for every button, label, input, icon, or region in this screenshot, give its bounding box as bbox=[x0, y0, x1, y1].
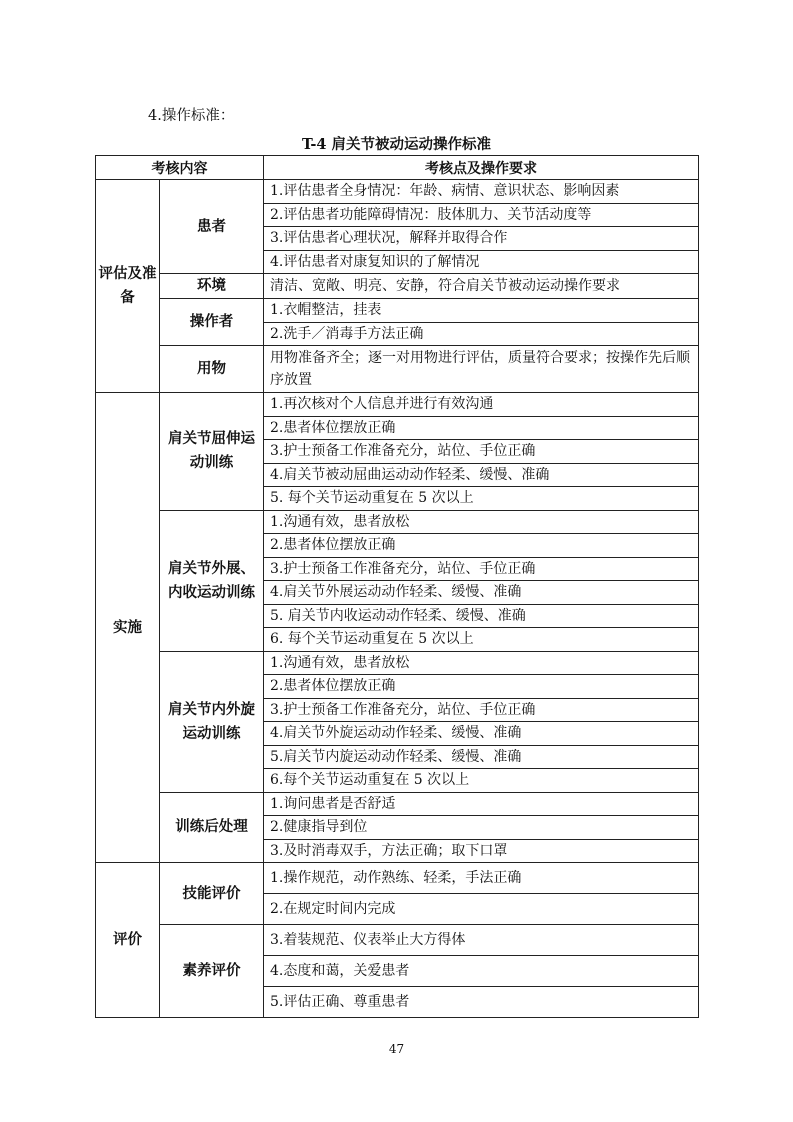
requirement-cell: 2.患者体位摆放正确 bbox=[264, 534, 699, 558]
table-header-row bbox=[96, 156, 699, 180]
header-points: 考核点及操作要求 bbox=[264, 156, 699, 180]
requirement-cell: 1.评估患者全身情况：年龄、病情、意识状态、影响因素 bbox=[264, 180, 699, 204]
table-title: T-4 肩关节被动运动操作标准 bbox=[301, 136, 492, 153]
table-row bbox=[96, 393, 699, 417]
requirement-cell: 3.着装规范、仪表举止大方得体 bbox=[264, 925, 699, 956]
sub-materials: 用物 bbox=[160, 346, 264, 393]
sub-post: 训练后处理 bbox=[160, 792, 264, 863]
header-content: 考核内容 bbox=[96, 156, 264, 180]
requirement-cell: 用物准备齐全；逐一对用物进行评估，质量符合要求；按操作先后顺序放置 bbox=[264, 346, 699, 393]
table-row bbox=[96, 651, 699, 675]
table-row bbox=[96, 792, 699, 816]
requirement-cell: 6. 每个关节运动重复在 5 次以上 bbox=[264, 628, 699, 652]
requirement-cell: 5.评估正确、尊重患者 bbox=[264, 987, 699, 1018]
requirement-cell: 1.沟通有效，患者放松 bbox=[264, 651, 699, 675]
sub-operator: 操作者 bbox=[160, 299, 264, 346]
sub-abduction: 肩关节外展、内收运动训练 bbox=[160, 510, 264, 651]
requirement-cell: 4.肩关节被动屈曲运动动作轻柔、缓慢、准确 bbox=[264, 463, 699, 487]
requirement-cell: 清洁、宽敞、明亮、安静，符合肩关节被动运动操作要求 bbox=[264, 274, 699, 299]
category-prep: 评估及准备 bbox=[96, 180, 160, 393]
category-eval: 评价 bbox=[96, 863, 160, 1018]
section-heading: 4.操作标准： bbox=[148, 108, 235, 124]
requirement-cell: 1.再次核对个人信息并进行有效沟通 bbox=[264, 393, 699, 417]
operation-standard-table bbox=[95, 155, 699, 1018]
table-row bbox=[96, 180, 699, 204]
page-number: 47 bbox=[388, 1042, 405, 1056]
sub-flexion: 肩关节屈伸运动训练 bbox=[160, 393, 264, 511]
table-row bbox=[96, 925, 699, 956]
requirement-cell: 3.及时消毒双手，方法正确；取下口罩 bbox=[264, 839, 699, 863]
requirement-cell: 3.护士预备工作准备充分，站位、手位正确 bbox=[264, 698, 699, 722]
requirement-cell: 1.衣帽整洁，挂表 bbox=[264, 299, 699, 323]
requirement-cell: 1.操作规范，动作熟练、轻柔，手法正确 bbox=[264, 863, 699, 894]
requirement-cell: 4.评估患者对康复知识的了解情况 bbox=[264, 250, 699, 274]
requirement-cell: 4.态度和蔼，关爱患者 bbox=[264, 956, 699, 987]
requirement-cell: 3.护士预备工作准备充分，站位、手位正确 bbox=[264, 557, 699, 581]
requirement-cell: 1.询问患者是否舒适 bbox=[264, 792, 699, 816]
requirement-cell: 5. 肩关节内收运动动作轻柔、缓慢、准确 bbox=[264, 604, 699, 628]
requirement-cell: 3.护士预备工作准备充分，站位、手位正确 bbox=[264, 440, 699, 464]
table-row bbox=[96, 274, 699, 299]
requirement-cell: 6.每个关节运动重复在 5 次以上 bbox=[264, 769, 699, 793]
requirement-cell: 2.洗手／消毒手方法正确 bbox=[264, 322, 699, 346]
sub-rotation: 肩关节内外旋运动训练 bbox=[160, 651, 264, 792]
table-row bbox=[96, 299, 699, 323]
requirement-cell: 4.肩关节外旋运动动作轻柔、缓慢、准确 bbox=[264, 722, 699, 746]
requirement-cell: 5. 每个关节运动重复在 5 次以上 bbox=[264, 487, 699, 511]
requirement-cell: 2.在规定时间内完成 bbox=[264, 894, 699, 925]
table-row bbox=[96, 510, 699, 534]
sub-quality: 素养评价 bbox=[160, 925, 264, 1018]
table-row bbox=[96, 863, 699, 894]
requirement-cell: 2.患者体位摆放正确 bbox=[264, 416, 699, 440]
category-impl: 实施 bbox=[96, 393, 160, 863]
requirement-cell: 5.肩关节内旋运动动作轻柔、缓慢、准确 bbox=[264, 745, 699, 769]
sub-environment: 环境 bbox=[160, 274, 264, 299]
sub-skill: 技能评价 bbox=[160, 863, 264, 925]
sub-patient: 患者 bbox=[160, 180, 264, 274]
requirement-cell: 2.健康指导到位 bbox=[264, 816, 699, 840]
requirement-cell: 2.患者体位摆放正确 bbox=[264, 675, 699, 699]
requirement-cell: 2.评估患者功能障碍情况：肢体肌力、关节活动度等 bbox=[264, 203, 699, 227]
requirement-cell: 3.评估患者心理状况，解释并取得合作 bbox=[264, 227, 699, 251]
requirement-cell: 1.沟通有效，患者放松 bbox=[264, 510, 699, 534]
requirement-cell: 4.肩关节外展运动动作轻柔、缓慢、准确 bbox=[264, 581, 699, 605]
